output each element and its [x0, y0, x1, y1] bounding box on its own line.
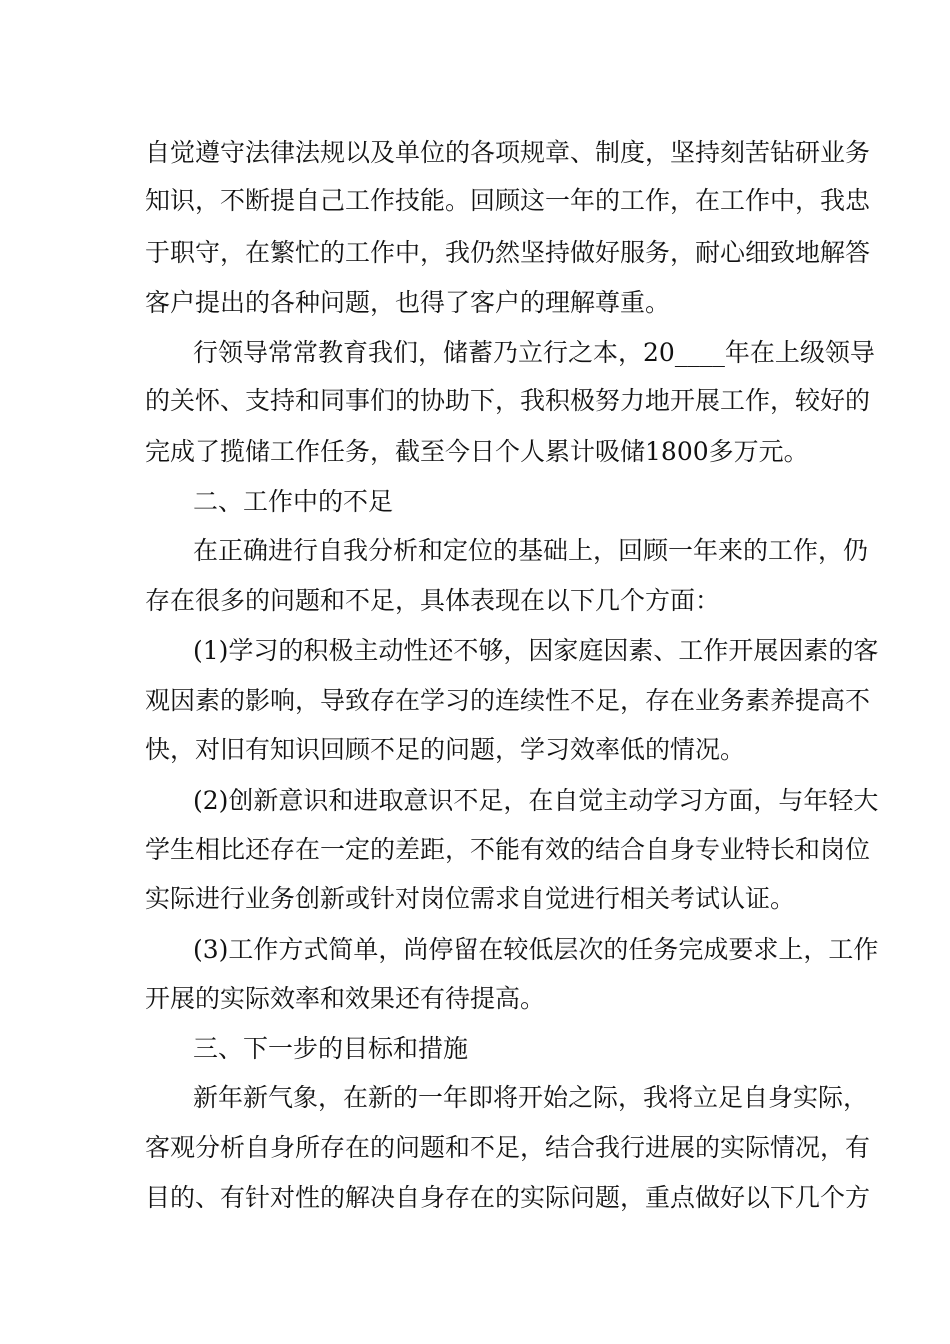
text-line: (3)工作方式简单，尚停留在较低层次的任务完成要求上，工作 [193, 935, 879, 964]
text-line: 观因素的影响，导致存在学习的连续性不足，存在业务素养提高不 [145, 686, 871, 715]
text-line: 完成了揽储工作任务，截至今日个人累计吸储1800多万元。 [145, 437, 809, 466]
text-line: 的关怀、支持和同事们的协助下，我积极努力地开展工作，较好的 [145, 386, 871, 415]
text-line: 客户提出的各种问题，也得了客户的理解尊重。 [145, 288, 671, 317]
text-line: 目的、有针对性的解决自身存在的实际问题，重点做好以下几个方 [145, 1183, 871, 1212]
text-line: 实际进行业务创新或针对岗位需求自觉进行相关考试认证。 [145, 884, 796, 913]
text-line: 存在很多的问题和不足，具体表现在以下几个方面： [145, 586, 721, 615]
text-line: 在正确进行自我分析和定位的基础上，回顾一年来的工作，仍 [193, 536, 869, 565]
text-line: (1)学习的积极主动性还不够，因家庭因素、工作开展因素的客 [193, 636, 879, 665]
text-line: 自觉遵守法律法规以及单位的各项规章、制度，坚持刻苦钻研业务 [145, 138, 871, 167]
text-line: 知识，不断提自己工作技能。回顾这一年的工作，在工作中，我忠 [145, 186, 871, 215]
text-line: 开展的实际效率和效果还有待提高。 [145, 984, 546, 1013]
text-line: 客观分析自身所存在的问题和不足，结合我行进展的实际情况，有 [145, 1133, 871, 1162]
text-line: 学生相比还存在一定的差距，不能有效的结合自身专业特长和岗位 [145, 835, 871, 864]
text-line: 快，对旧有知识回顾不足的问题，学习效率低的情况。 [145, 735, 746, 764]
text-line: 于职守，在繁忙的工作中，我仍然坚持做好服务，耐心细致地解答 [145, 238, 871, 267]
section-heading: 三、下一步的目标和措施 [193, 1034, 469, 1063]
text-line: (2)创新意识和进取意识不足，在自觉主动学习方面，与年轻大 [193, 786, 879, 815]
text-line: 新年新气象，在新的一年即将开始之际，我将立足自身实际， [193, 1083, 869, 1112]
section-heading: 二、工作中的不足 [193, 487, 394, 516]
text-line: 行领导常常教育我们，储蓄乃立行之本，20____年在上级领导 [193, 338, 875, 367]
